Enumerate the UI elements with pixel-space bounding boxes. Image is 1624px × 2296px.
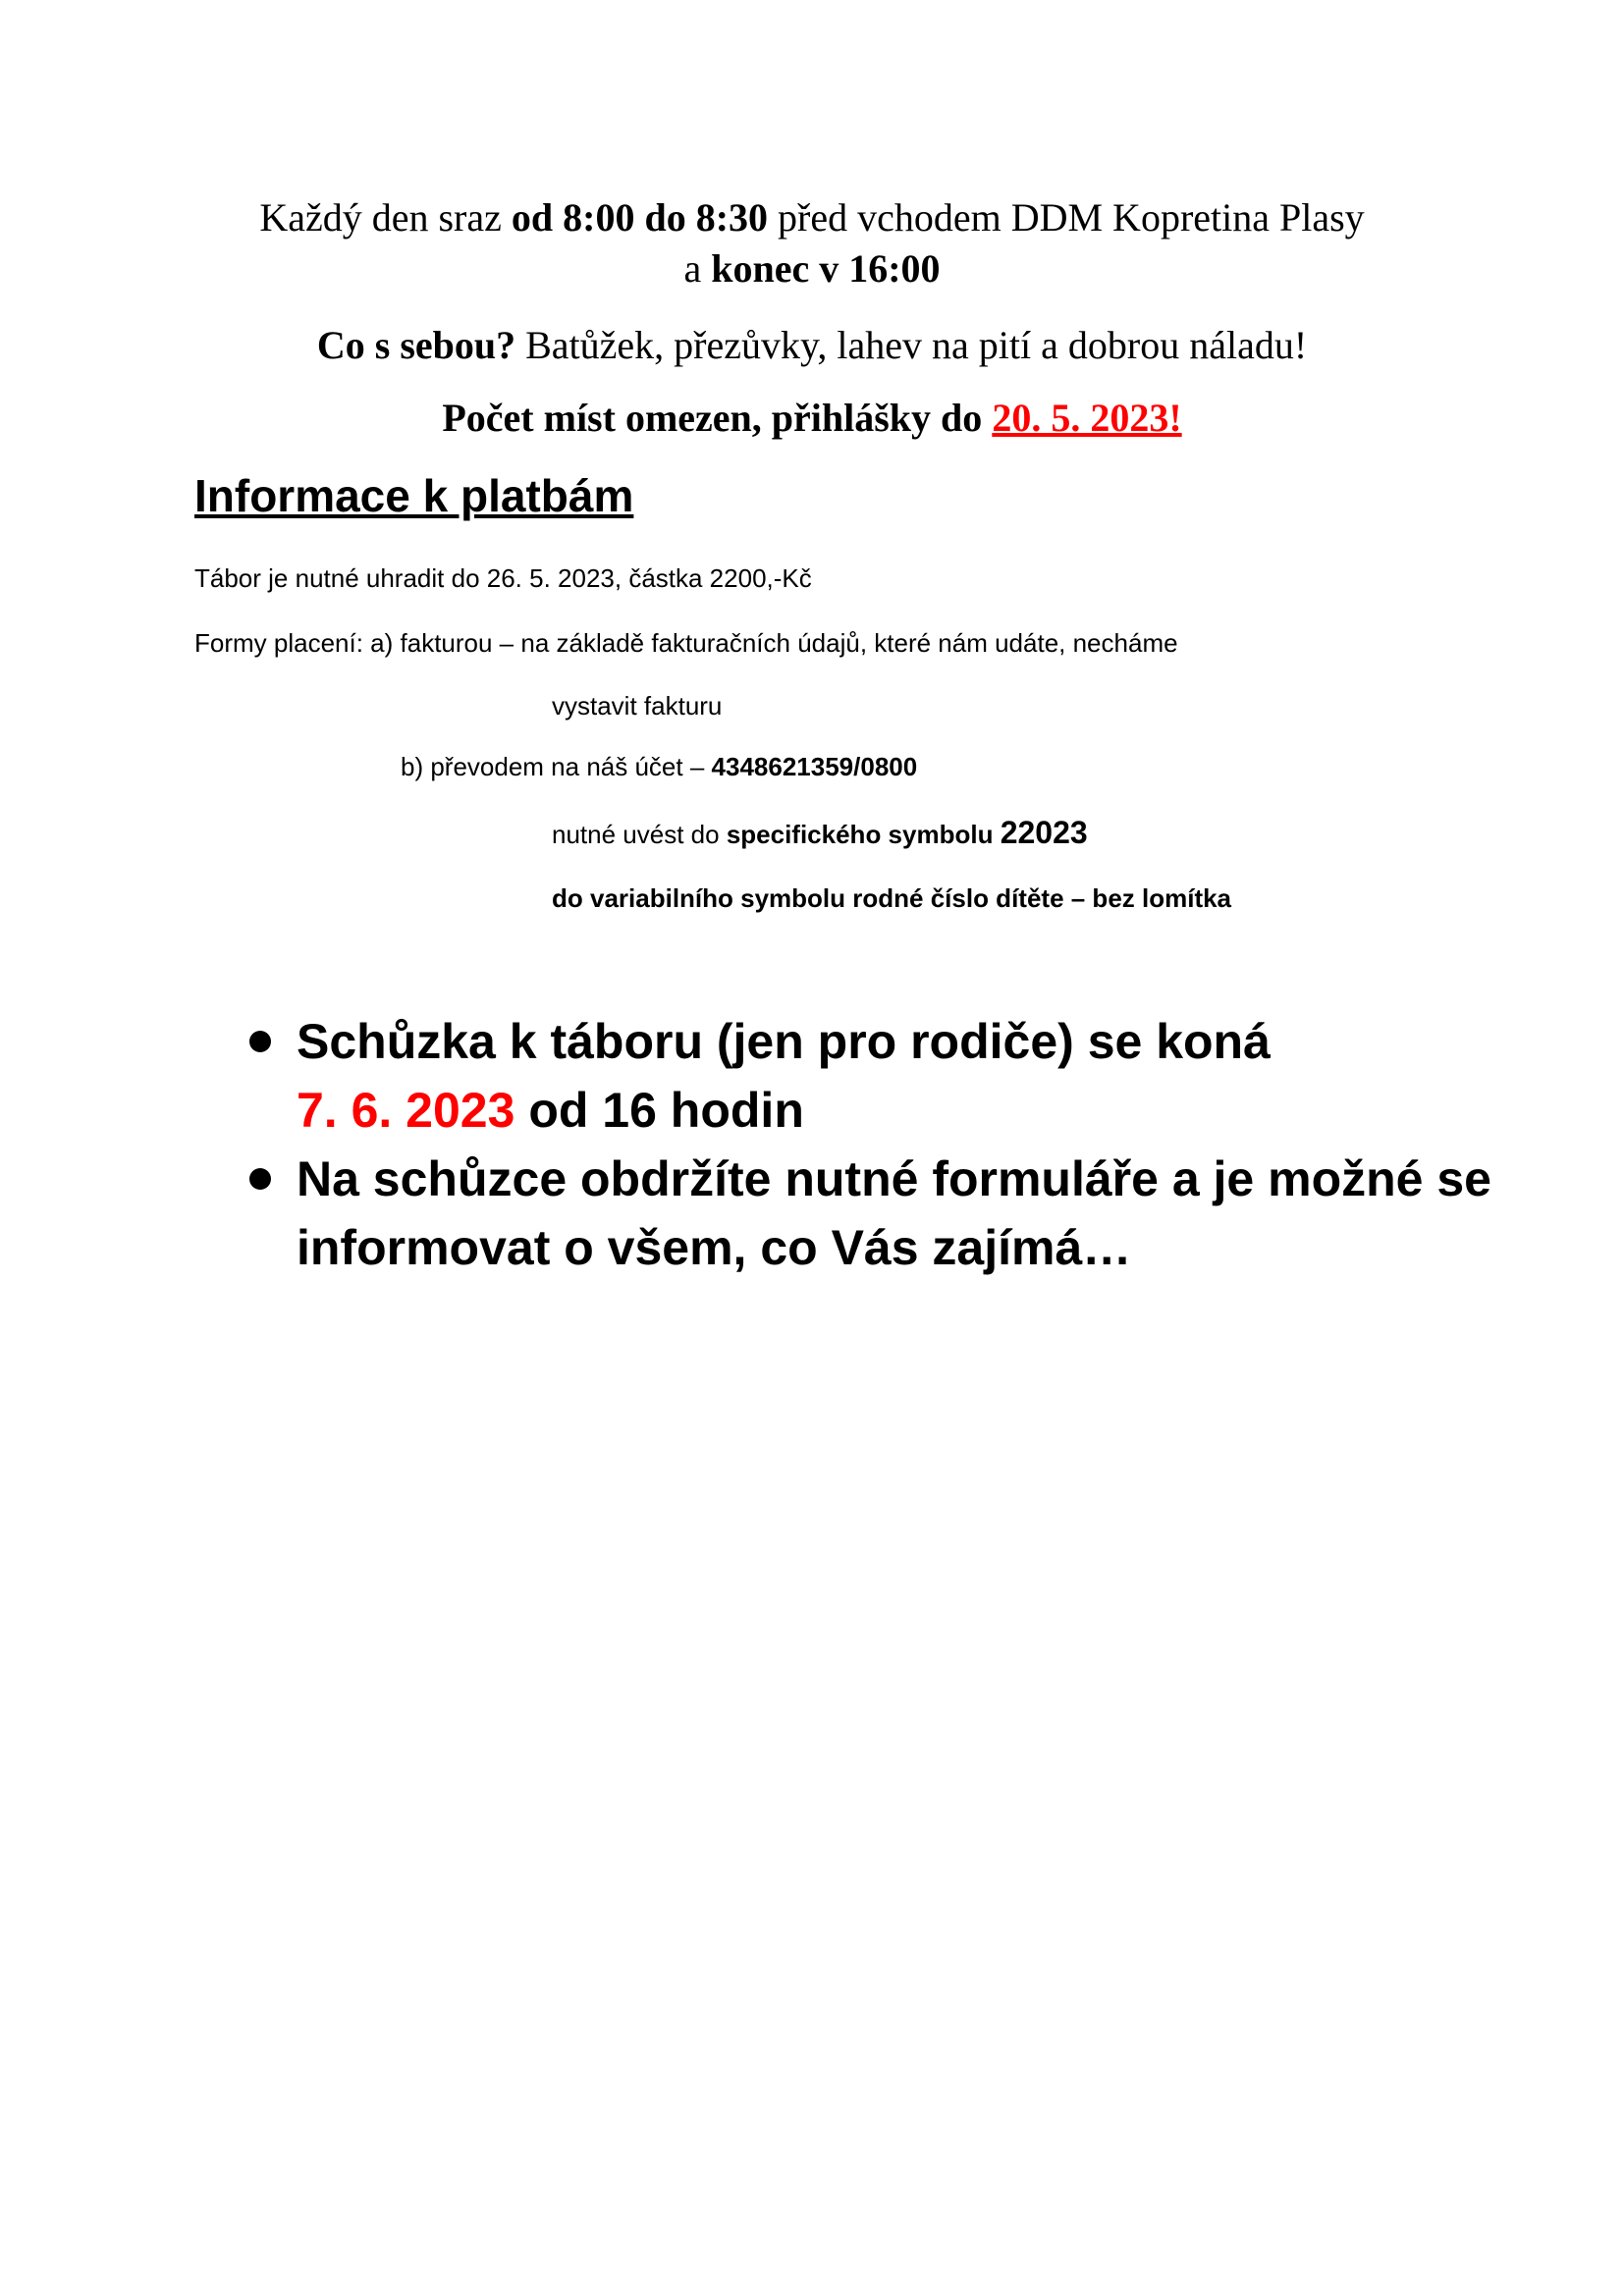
- specific-symbol: 22023: [1000, 815, 1088, 850]
- specific-symbol-line: nutné uvést do specifického symbolu 22023: [552, 815, 1088, 850]
- meeting-time-line: Každý den sraz od 8:00 do 8:30 před vchodem DDM Kopretina Plasy: [259, 195, 1365, 240]
- bring-line: [0, 322, 1624, 368]
- bring-items: Batůžek, přezůvky, lahev na pití a dobrou náladu!: [515, 323, 1308, 367]
- payment-heading: Informace k platbám: [194, 470, 634, 521]
- registration-deadline: 20. 5. 2023!: [992, 396, 1182, 440]
- bring-question: Co s sebou?: [316, 323, 516, 367]
- list-item: Na schůzce obdržíte nutné formuláře a je možné se informovat o všem, co Vás zajímá…: [245, 1145, 1502, 1282]
- parents-meeting-date: 7. 6. 2023: [297, 1083, 515, 1138]
- payment-forms-line: Formy placení: a) fakturou – na základě fakturačních údajů, které nám udáte, necháme: [194, 628, 1178, 658]
- transfer-line: b) převodem na náš účet – 4348621359/0800: [401, 752, 918, 781]
- meeting-time: od 8:00 do 8:30: [511, 195, 769, 240]
- payment-due-line: Tábor je nutné uhradit do 26. 5. 2023, částka 2200,-Kč: [194, 563, 812, 593]
- bullet-icon: [249, 1168, 271, 1190]
- end-time: konec v 16:00: [711, 246, 941, 291]
- invoice-line: vystavit fakturu: [552, 691, 723, 721]
- bank-account: 4348621359/0800: [711, 752, 918, 781]
- capacity-line: Počet míst omezen, přihlášky do 20. 5. 2023!: [442, 396, 1182, 440]
- bullet-icon: [249, 1031, 271, 1052]
- meeting-bullet-list: [245, 1007, 1502, 1282]
- end-time-line: a konec v 16:00: [683, 246, 941, 291]
- list-item: Schůzka k táboru (jen pro rodiče) se koná 7. 6. 2023 od 16 hodin: [245, 1007, 1502, 1145]
- variable-symbol-line: do variabilního symbolu rodné číslo dítěte – bez lomítka: [552, 883, 1232, 913]
